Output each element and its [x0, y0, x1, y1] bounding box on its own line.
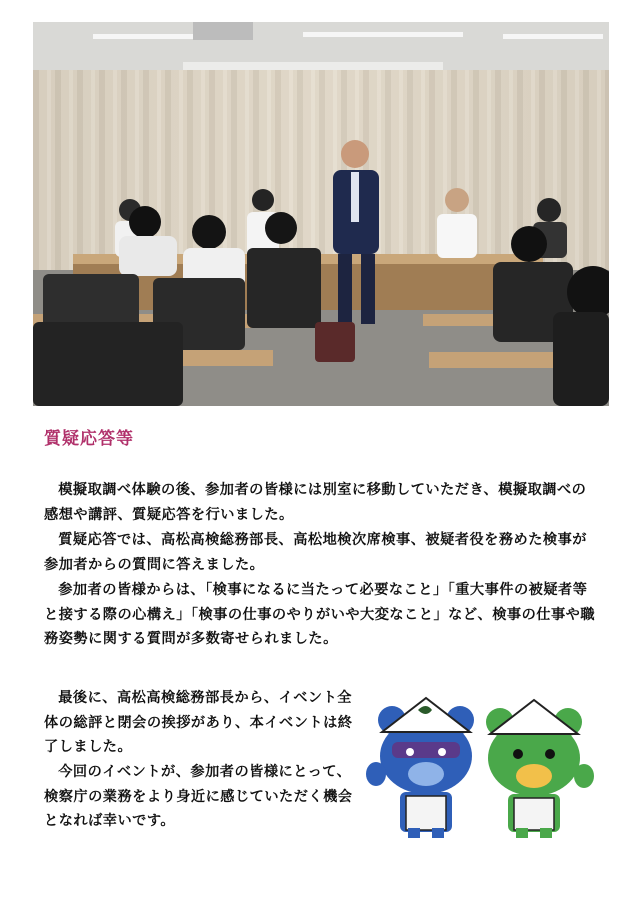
paragraph-mock-interrogation: 模擬取調べ体験の後、参加者の皆様には別室に移動していただき、模擬取調べの感想や講評、質疑応答を行いました。	[44, 482, 587, 523]
paragraph-hope: 今回のイベントが、参加者の皆様にとって、検察庁の業務をより身近に感じていただく機会となれば幸いです。	[44, 764, 353, 830]
paragraph-qa-answers: 質疑応答では、高松高検総務部長、高松地検次席検事、被疑者役を務めた検事が参加者からの質問に答えました。	[44, 532, 587, 573]
event-photo	[33, 22, 609, 406]
green-mascot-icon	[486, 700, 594, 838]
mascot-illustration	[362, 692, 598, 840]
mascot-characters	[362, 692, 598, 840]
qa-session-photo	[33, 22, 609, 406]
blue-mascot-icon	[366, 698, 474, 838]
section-heading: 質疑応答等	[44, 429, 134, 449]
paragraph-questions: 参加者の皆様からは、「検事になるに当たって必要なこと」「重大事件の被疑者等と接する際の心構え」「検事の仕事のやりがいや大変なこと」など、検事の仕事や職務姿勢に関する質問が多数寄せられました。	[44, 582, 596, 648]
paragraph-closing: 最後に、高松高検総務部長から、イベント全体の総評と閉会の挨拶があり、本イベントは終了しました。	[44, 690, 353, 756]
